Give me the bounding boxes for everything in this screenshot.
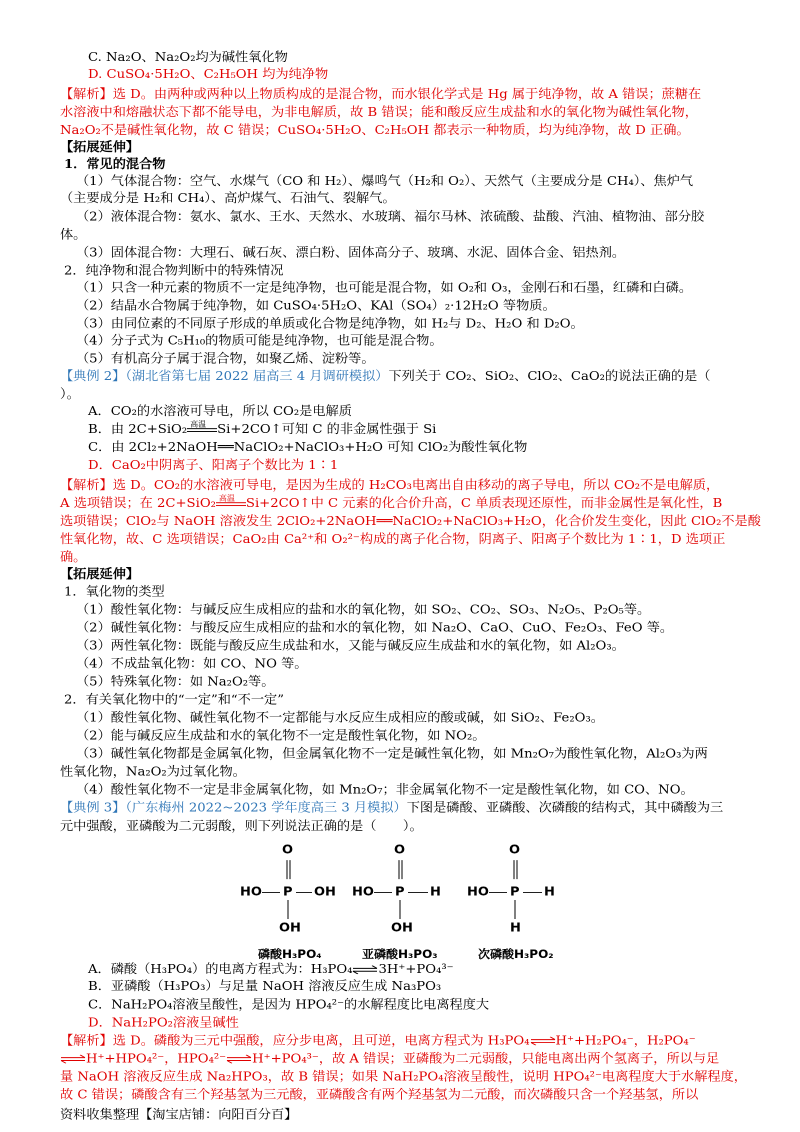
example-3-question bbox=[60, 800, 723, 816]
gas-mixture-line1: （1）气体混合物：空气、水煤气（CO 和 H₂）、爆鸣气（H₂和 O₂）、天然气（主要成分是 CH₄）、焦炉气 bbox=[76, 174, 694, 189]
example-3-label: 【典例 3】 bbox=[60, 801, 126, 816]
special-case-3: （3）由同位素的不同原子形成的单质或化合物是纯净物，如 H₂与 D₂、H₂O 和 D₂O。 bbox=[76, 317, 584, 332]
example-2-question bbox=[60, 368, 710, 384]
example-2-option-a: A．CO₂的水溶液可导电，所以 CO₂是电解质 bbox=[88, 404, 352, 419]
example-3-source: （广东梅州 2022~2023 学年度高三 3 月模拟） bbox=[125, 801, 407, 816]
oxide-rule-1: （1）酸性氧化物、碱性氧化物不一定都能与水反应生成相应的酸或碱，如 SiO₂、Fe₂O₃。 bbox=[76, 711, 604, 726]
high-temp-equals-icon: 高温 bbox=[216, 496, 246, 509]
oxide-type-5: （5）特殊氧化物：如 Na₂O₂等。 bbox=[76, 675, 275, 690]
analysis-3-line4: 故 C 错误；磷酸含有三个羟基氢为三元酸，亚磷酸含有两个羟基氢为二元酸，而次磷酸只含一个羟基氢，所以 bbox=[60, 1088, 699, 1103]
example-2-stem-end: ）。 bbox=[60, 387, 80, 402]
oxide-types-heading: 1．氧化物的类型 bbox=[64, 584, 165, 600]
example-2-stem: 下列关于 CO₂、SiO₂、ClO₂、CaO₂的说法正确的是（ bbox=[388, 369, 711, 384]
example-2-option-c: C．由 2Cl₂+2NaOH══NaClO₂+NaClO₃+H₂O 可知 ClO₂为酸性氧化物 bbox=[88, 440, 528, 455]
oxide-type-4: （4）不成盐氧化物：如 CO、NO 等。 bbox=[76, 656, 308, 672]
option-d-prev: D. CuSO₄·5H₂O、C₂H₅OH 均为纯净物 bbox=[88, 67, 329, 82]
reversible-arrow-icon bbox=[60, 1055, 86, 1064]
example-2-source: （湖北省第七届 2022 届高三 4 月调研模拟） bbox=[125, 369, 389, 384]
reversible-arrow-icon bbox=[530, 1037, 556, 1046]
hypophosphorous-acid-caption: 次磷酸H₃PO₂ bbox=[478, 947, 554, 961]
mixture-heading: 1．常见的混合物 bbox=[64, 157, 166, 172]
analysis-2-line1: 【解析】选 D。CO₂的水溶液可导电，是因为生成的 H₂CO₃电离出自由移动的离子导电，所以 CO₂不是电解质， bbox=[60, 478, 720, 493]
oxide-rule-2: （2）能与碱反应生成盐和水的氧化物不一定是酸性氧化物，如 NO₂。 bbox=[76, 729, 486, 744]
analysis-2-line3: 选项错误；ClO₂与 NaOH 溶液发生 2ClO₂+2NaOH══NaClO₂+NaClO₃+H₂O，化合价发生变化，因此 ClO₂不是酸 bbox=[60, 514, 761, 529]
oxide-rule-4: （4）酸性氧化物不一定是非金属氧化物，如 Mn₂O₇；非金属氧化物不一定是酸性氧化物，如 CO、NO。 bbox=[76, 783, 694, 798]
high-temp-equals-icon: 高温 bbox=[187, 422, 217, 435]
example-3-option-b: B．亚磷酸（H₃PO₃）与足量 NaOH 溶液反应生成 Na₃PO₃ bbox=[88, 979, 442, 995]
example-3-option-c: C．NaH₂PO₄溶液呈酸性，是因为 HPO₄²⁻的水解程度比电离程度大 bbox=[88, 997, 490, 1013]
liquid-mixture-line2: 体。 bbox=[60, 227, 87, 243]
example-3-option-a: A．磷酸（H₃PO₄）的电离方程式为：H₃PO₄ 3H⁺+PO₄³⁻ bbox=[88, 962, 454, 977]
phosphoric-acid-structure: O HO P OH OH 磷酸H₃PO₄ bbox=[232, 837, 342, 960]
example-3-stem-end: 元中强酸，亚磷酸为二元弱酸，则下列说法正确的是（ ）。 bbox=[60, 819, 423, 834]
analysis-3-line2: H⁺+HPO₄²⁻，HPO₄²⁻ H⁺+PO₄³⁻，故 A 错误；亚磷酸为二元弱酸，只能电离出两个氢离子，所以与足 bbox=[60, 1051, 719, 1067]
example-3-stem: 下图是磷酸、亚磷酸、次磷酸的结构式，其中磷酸为三 bbox=[406, 801, 724, 816]
analysis-2-line4: 性氧化物，故、C 选项错误；CaO₂由 Ca²⁺和 O₂²⁻构成的离子化合物，阴离子、阳离子个数比为 1∶1，D 选项正 bbox=[60, 532, 726, 547]
analysis-1-line3: Na₂O₂不是碱性氧化物，故 C 错误；CuSO₄·5H₂O、C₂H₅OH 都表示一种物质，均为纯净物，故 D 正确。 bbox=[60, 123, 690, 138]
option-c-prev: C. Na₂O、Na₂O₂均为碱性氧化物 bbox=[88, 50, 288, 65]
example-3-option-d: D．NaH₂PO₂溶液呈碱性 bbox=[88, 1015, 239, 1031]
hypophosphorous-acid-structure: O HO P H H 次磷酸H₃PO₂ bbox=[472, 837, 582, 960]
analysis-3-line3: 量 NaOH 溶液反应生成 Na₂HPO₃，故 B 错误；如果 NaH₂PO₄溶液呈酸性，说明 HPO₄²⁻电离程度大于水解程度， bbox=[60, 1069, 747, 1085]
reversible-arrow-icon bbox=[352, 966, 378, 975]
example-2-option-d: D．CaO₂中阴离子、阳离子个数比为 1∶1 bbox=[88, 458, 339, 473]
oxide-type-1: （1）酸性氧化物：与碱反应生成相应的盐和水的氧化物，如 SO₂、CO₂、SO₃、N₂O₅、P₂O₅等。 bbox=[76, 602, 651, 618]
analysis-3-line1: 【解析】选 D。磷酸为三元中强酸，应分步电离，且可逆，电离方程式为 H₃PO₄ H⁺+H₂PO₄⁻，H₂PO₄⁻ bbox=[60, 1033, 696, 1049]
oxide-type-2: （2）碱性氧化物：与酸反应生成相应的盐和水的氧化物，如 Na₂O、CaO、CuO、Fe₂O₃、FeO 等。 bbox=[76, 620, 674, 636]
extension-heading-2: 【拓展延伸】 bbox=[60, 567, 140, 582]
phosphorous-acid-structure: O HO P H OH 亚磷酸H₃PO₃ bbox=[356, 837, 466, 960]
oxide-rule-3-line1: （3）碱性氧化物都是金属氧化物，但金属氧化物不一定是碱性氧化物，如 Mn₂O₇为酸性氧化物，Al₂O₃为两 bbox=[76, 747, 708, 762]
reversible-arrow-icon bbox=[226, 1055, 252, 1064]
special-case-4: （4）分子式为 C₅H₁₀的物质可能是纯净物，也可能是混合物。 bbox=[76, 334, 443, 349]
special-cases-heading: 2．纯净物和混合物判断中的特殊情况 bbox=[64, 263, 284, 279]
gas-mixture-line2: （主要成分是 H₂和 CH₄）、高炉煤气、石油气、裂解气。 bbox=[60, 191, 396, 207]
analysis-1-line2: 水溶液中和熔融状态下都不能导电，为非电解质，故 B 错误；能和酸反应生成盐和水的氧化物为碱性氧化物， bbox=[60, 105, 698, 120]
analysis-2-line2: A 选项错误；在 2C+SiO₂ 高温 Si+2CO↑中 C 元素的化合价升高，C 单质表现还原性，而非金属性是氧化性，B bbox=[60, 493, 723, 511]
phosphoric-acid-caption: 磷酸H₃PO₄ bbox=[258, 947, 322, 961]
extension-heading-1: 【拓展延伸】 bbox=[60, 140, 140, 155]
special-case-5: （5）有机高分子属于混合物，如聚乙烯、淀粉等。 bbox=[76, 352, 375, 367]
solid-mixture: （3）固体混合物：大理石、碱石灰、漂白粉、固体高分子、玻璃、水泥、固体合金、铝热剂。 bbox=[76, 245, 626, 261]
oxide-type-3: （3）两性氧化物：既能与酸反应生成盐和水，又能与碱反应生成盐和水的氧化物，如 Al₂O₃。 bbox=[76, 638, 625, 654]
special-case-2: （2）结晶水合物属于纯净物，如 CuSO₄·5H₂O、KAl（SO₄）₂·12H₂O 等物质。 bbox=[76, 299, 556, 314]
liquid-mixture-line1: （2）液体混合物：氨水、氯水、王水、天然水、水玻璃、福尔马林、浓硫酸、盐酸、汽油、植物油、部分胶 bbox=[76, 209, 705, 225]
analysis-1-line1: 【解析】选 D。由两种或两种以上物质构成的是混合物，而水银化学式是 Hg 属于纯净物，故 A 错误；蔗糖在 bbox=[60, 87, 702, 102]
footer-source: 资料收集整理【淘宝店铺：向阳百分百】 bbox=[60, 1107, 298, 1123]
oxide-rule-3-line2: 性氧化物，Na₂O₂为过氧化物。 bbox=[60, 765, 246, 780]
oxide-rules-heading: 2．有关氧化物中的“一定”和“不一定” bbox=[64, 693, 284, 708]
example-2-option-b: B．由 2C+SiO₂ 高温 Si+2CO↑可知 C 的非金属性强于 Si bbox=[88, 419, 437, 437]
phosphorous-acid-caption: 亚磷酸H₃PO₃ bbox=[362, 947, 438, 961]
example-2-label: 【典例 2】 bbox=[60, 369, 126, 384]
analysis-2-line5: 确。 bbox=[60, 550, 87, 565]
special-case-1: （1）只含一种元素的物质不一定是纯净物，也可能是混合物，如 O₂和 O₃，金刚石和石墨，红磷和白磷。 bbox=[76, 281, 693, 296]
